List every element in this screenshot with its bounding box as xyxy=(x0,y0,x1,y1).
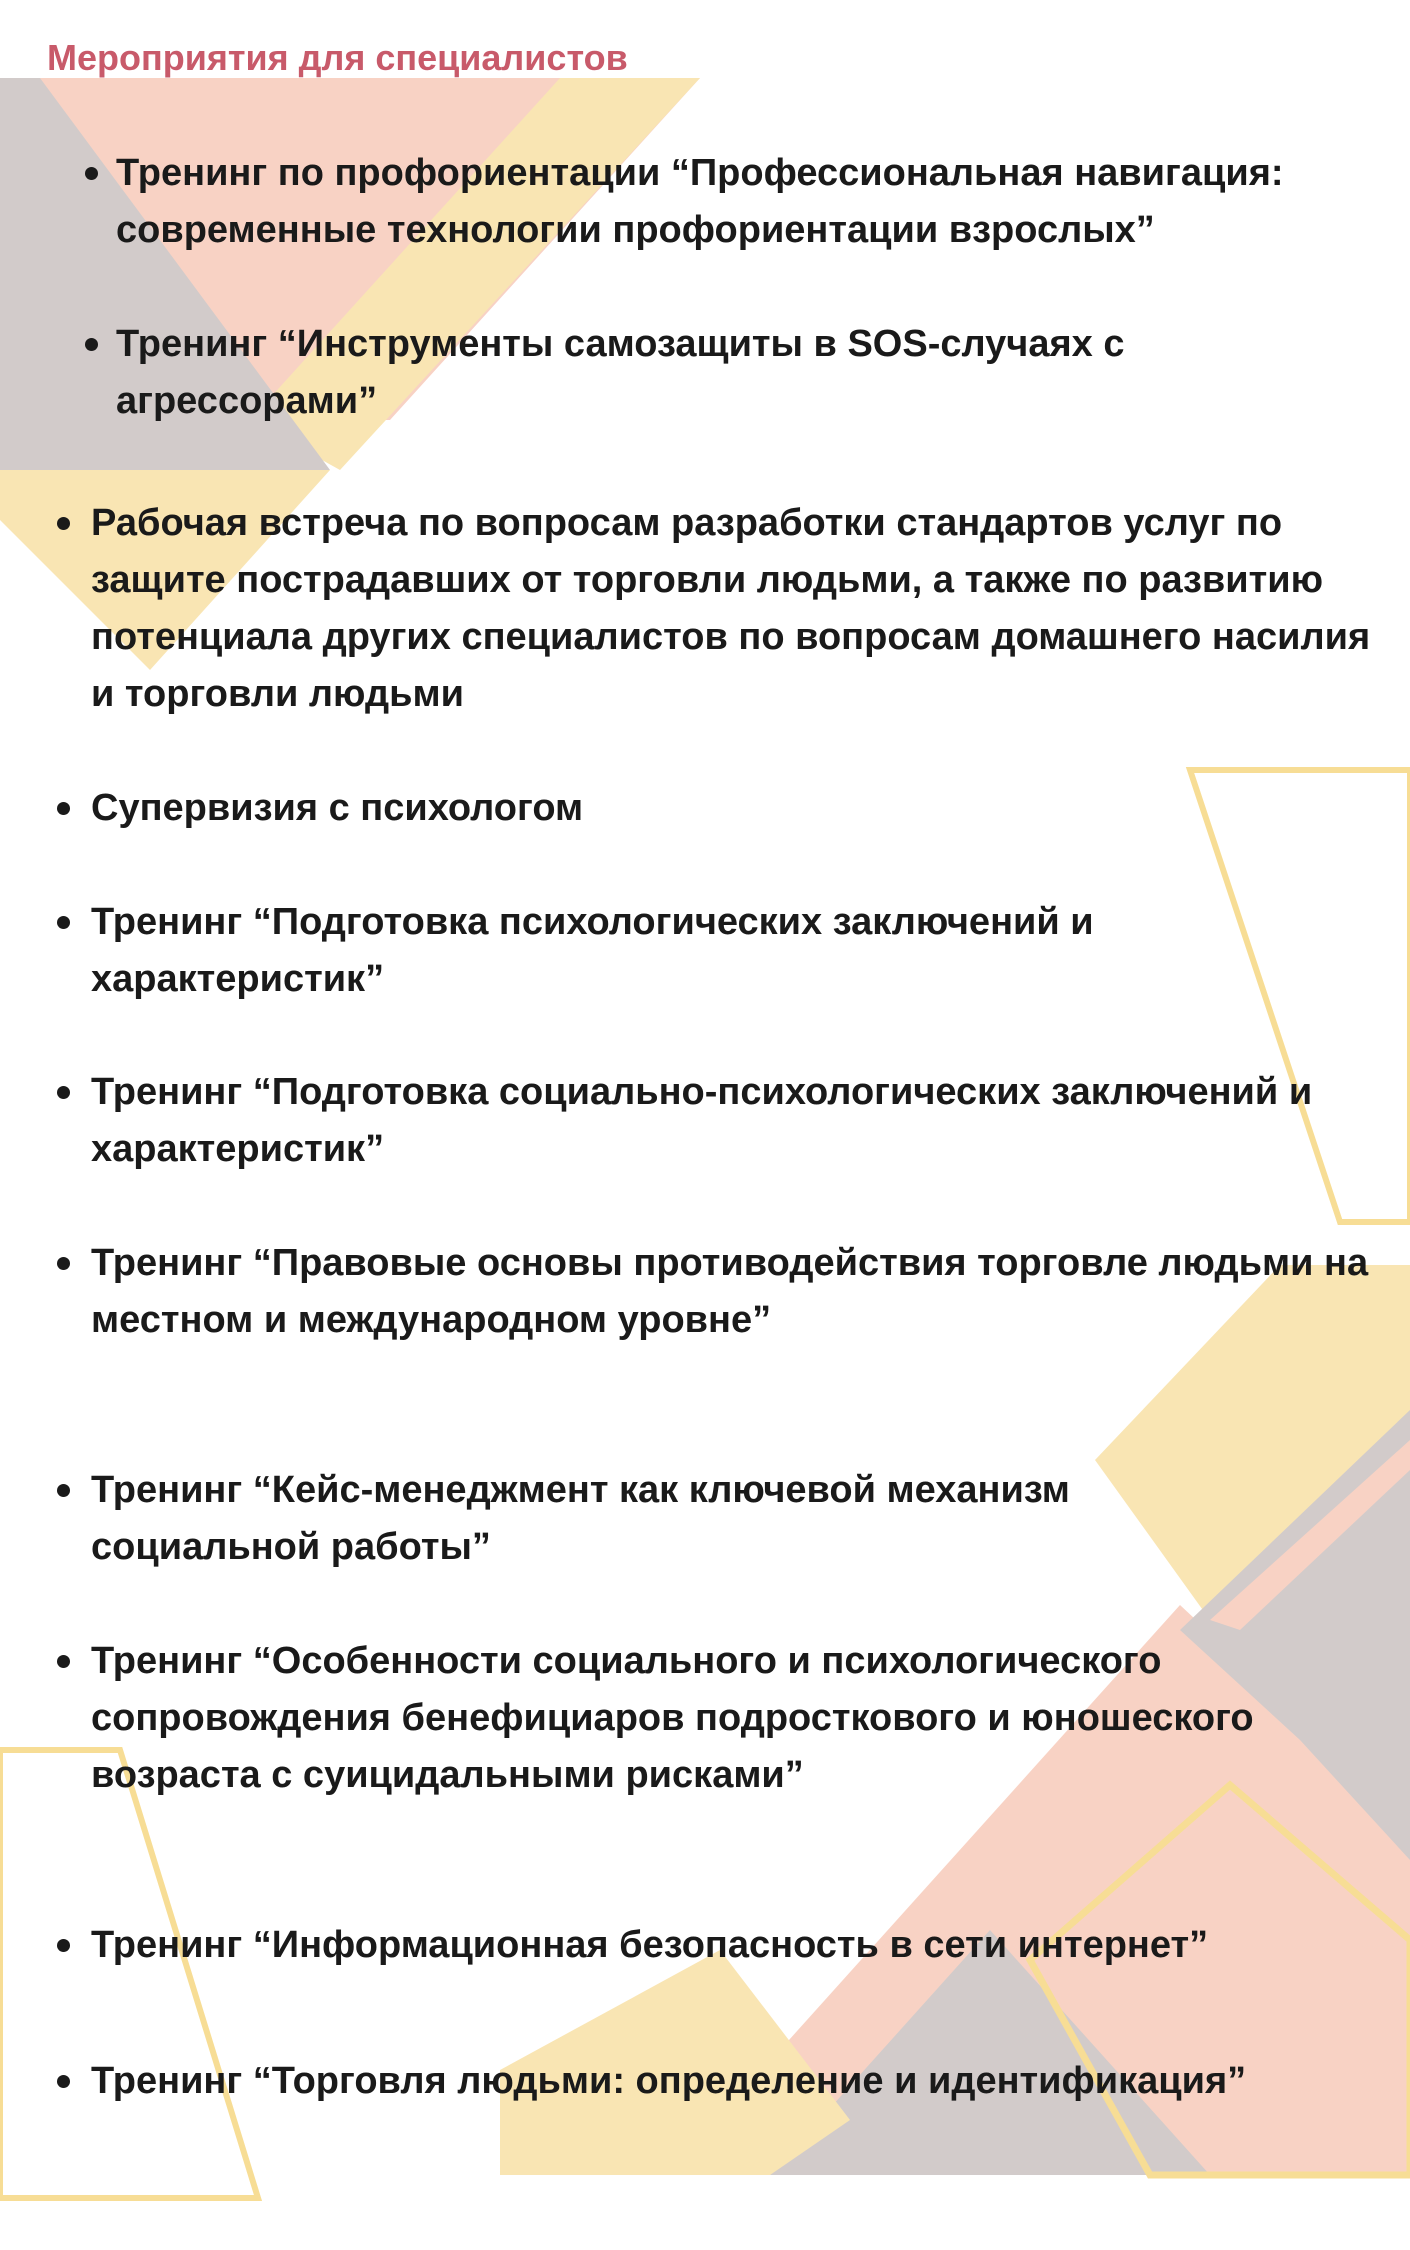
list-item-9: Тренинг “Особенности социального и психологического сопровождения бенефициаров подросткового и юношеского возраста с суицидальными рисками” xyxy=(91,1640,1254,1796)
bullet-8 xyxy=(57,1484,70,1497)
bullet-2 xyxy=(85,338,98,351)
bullet-5 xyxy=(57,916,70,929)
list-item-7: Тренинг “Правовые основы противодействия торговле людьми на местном и международном уровне” xyxy=(91,1242,1369,1341)
yellow-outline-left xyxy=(0,1750,258,2198)
list-item-8: Тренинг “Кейс-менеджмент как ключевой механизм социальной работы” xyxy=(91,1469,1070,1568)
list-item-4: Супервизия с психологом xyxy=(91,787,584,829)
bullet-9 xyxy=(57,1655,70,1668)
list-item-10: Тренинг “Информационная безопасность в сети интернет” xyxy=(91,1924,1209,1966)
bullet-3 xyxy=(57,517,70,530)
list-item-11: Тренинг “Торговля людьми: определение и идентификация” xyxy=(91,2060,1247,2102)
list-item-2: Тренинг “Инструменты самозащиты в SOS-случаях с агрессорами” xyxy=(116,323,1125,422)
bullet-11 xyxy=(57,2075,70,2088)
bullet-4 xyxy=(57,802,70,815)
bullet-7 xyxy=(57,1257,70,1270)
list-item-5: Тренинг “Подготовка психологических заключений и характеристик” xyxy=(91,901,1094,1000)
list-item-1: Тренинг по профориентации “Профессиональная навигация: современные технологии профориентации взрослых” xyxy=(116,152,1284,251)
bullet-6 xyxy=(57,1086,70,1099)
bullet-10 xyxy=(57,1939,70,1952)
list-item-3: Рабочая встреча по вопросам разработки стандартов услуг по защите пострадавших от торговли людьми, а также по развитию потенциала других специалистов по вопросам домашнего насилия и торговли людьми xyxy=(91,502,1371,715)
bullet-1 xyxy=(85,167,98,180)
list-item-6: Тренинг “Подготовка социально-психологических заключений и характеристик” xyxy=(91,1071,1313,1170)
page-title: Мероприятия для специалистов xyxy=(47,37,628,78)
